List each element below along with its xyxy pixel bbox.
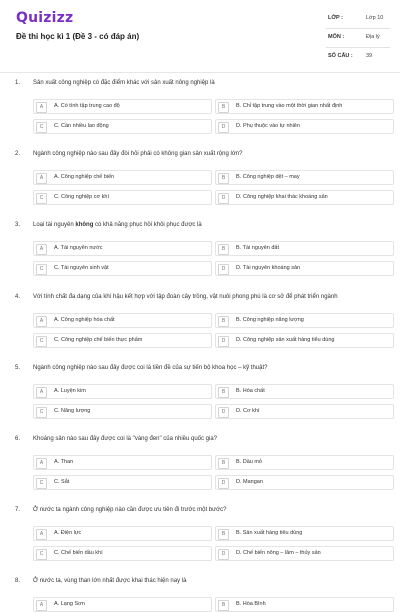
answer-option-c[interactable] — [33, 190, 212, 205]
answer-option-a[interactable] — [33, 241, 212, 256]
question-text-part: có khả năng phục hồi khôi phục được là — [93, 222, 202, 229]
question-text-emphasis: không — [75, 222, 94, 229]
answer-option-a[interactable] — [33, 99, 212, 114]
option-letter-badge: C — [36, 193, 47, 204]
answer-option-c[interactable] — [33, 261, 212, 276]
question-text-part: Sản xuất công nghiệp có đặc điểm khác với sản xuất nông nghiệp là — [33, 80, 215, 86]
option-text: C. Cần nhiều lao động — [54, 123, 109, 129]
question-text — [33, 294, 338, 300]
question-text — [33, 365, 267, 371]
question-text-part: Khoáng sản nào sau đây được coi là "vàng đen" của nhiều quốc gia? — [33, 436, 218, 442]
quizizz-logo[interactable]: Quizizz — [16, 10, 74, 26]
option-letter-badge: B — [218, 458, 229, 469]
meta-class-label: LỚP : — [328, 15, 343, 21]
question-text — [33, 507, 226, 513]
option-letter-badge: C — [36, 549, 47, 560]
question-text — [33, 222, 202, 228]
option-letter-badge: D — [218, 264, 229, 275]
answer-option-b[interactable] — [215, 170, 394, 185]
option-letter-badge: D — [218, 478, 229, 489]
option-letter-badge: C — [36, 407, 47, 418]
answer-option-a[interactable] — [33, 526, 212, 541]
option-letter-badge: D — [218, 549, 229, 560]
answer-option-d[interactable] — [215, 119, 394, 134]
option-text: A. Lạng Sơn — [54, 601, 85, 608]
answer-option-b[interactable] — [215, 241, 394, 256]
option-text: C. Năng lượng — [54, 407, 91, 414]
question-text — [33, 80, 215, 86]
option-letter-badge: C — [36, 264, 47, 275]
option-letter-badge: A — [36, 102, 47, 113]
question-text-part: Ngành công nghiệp nào sau đây đòi hỏi phải có không gian sản xuất rộng lớn? — [33, 151, 243, 158]
option-text: B. Sản xuất hàng tiêu dùng — [236, 530, 303, 537]
answer-option-a[interactable] — [33, 313, 212, 328]
option-text: B. Chỉ tập trung vào một thời gian nhất định — [236, 103, 343, 109]
header-divider — [0, 72, 400, 73]
meta-subject-value: Địa lý — [366, 34, 380, 40]
question-number: 5. — [15, 364, 21, 371]
option-letter-badge: D — [218, 407, 229, 418]
question-text — [33, 151, 242, 157]
question-number: 1. — [15, 80, 21, 86]
option-text: C. Công nghiệp chế biến thực phẩm — [54, 336, 143, 343]
question-text-part: Ở nước ta, vùng than lớn nhất được khai thác hiện nay là — [33, 578, 187, 585]
worksheet-header — [0, 0, 400, 64]
option-letter-badge: B — [218, 102, 229, 113]
answer-option-a[interactable] — [33, 170, 212, 185]
option-text: A. Than — [54, 459, 74, 465]
answer-option-d[interactable] — [215, 333, 394, 348]
option-letter-badge: A — [36, 387, 47, 398]
option-letter-badge: A — [36, 316, 47, 327]
option-letter-badge: B — [218, 244, 229, 255]
answer-option-c[interactable] — [33, 475, 212, 490]
option-letter-badge: C — [36, 336, 47, 347]
option-text: D. Công nghiệp sản xuất hàng tiêu dùng — [236, 336, 335, 343]
option-letter-badge: C — [36, 478, 47, 489]
option-text: C. Chế biến dầu khí — [54, 550, 103, 557]
question-text — [33, 436, 217, 442]
meta-count-row — [326, 48, 390, 66]
option-letter-badge: D — [218, 336, 229, 347]
option-letter-badge: A — [36, 173, 47, 184]
answer-option-d[interactable] — [215, 546, 394, 561]
worksheet-meta — [326, 10, 390, 66]
option-letter-badge: C — [36, 122, 47, 133]
option-text: B. Công nghiệp năng lượng — [236, 316, 304, 323]
option-letter-badge: A — [36, 529, 47, 540]
option-text: D. Chế biến nông – lâm – thủy sản — [236, 550, 321, 557]
question-number: 3. — [15, 222, 21, 229]
meta-count-value: 39 — [366, 53, 373, 59]
option-text: A. Tài nguyên nước — [54, 245, 103, 252]
question-text-part: Loại tài nguyên — [33, 222, 76, 229]
question-number: 6. — [15, 436, 21, 442]
option-letter-badge: B — [218, 173, 229, 184]
option-text: B. Hóa chất — [236, 387, 265, 394]
answer-option-d[interactable] — [215, 261, 394, 276]
answer-option-b[interactable] — [215, 526, 394, 541]
question-number: 4. — [15, 293, 21, 300]
option-text: A. Điện lực — [54, 530, 82, 537]
option-text: B. Tài nguyên đất — [236, 245, 280, 252]
answer-option-b[interactable] — [215, 99, 394, 114]
question-text — [33, 578, 186, 584]
question-text-part: Ngành công nghiệp nào sau đây được coi là tiền đề của sự tiến bộ khoa học – kỹ thuật? — [33, 364, 268, 371]
option-text: A. Công nghiệp hóa chất — [54, 316, 115, 323]
option-letter-badge: B — [218, 529, 229, 540]
meta-class-row — [326, 10, 390, 29]
option-text: B. Hòa Bình — [236, 601, 266, 608]
question-number: 7. — [15, 507, 21, 514]
answer-option-c[interactable] — [33, 404, 212, 419]
option-text: C. Tài nguyên sinh vật — [54, 265, 109, 272]
question-text-part: Với tính chất đa dạng của khí hậu kết hợp với tập đoàn cây trồng, vật nuôi phong phú là cơ sở để phát triển ngành — [33, 293, 338, 300]
question-number: 8. — [15, 578, 21, 585]
option-text: D. Cơ khí — [236, 407, 260, 414]
option-text: B. Công nghiệp dệt – may — [236, 174, 300, 181]
option-text: A. Luyện kim — [54, 387, 86, 394]
meta-subject-row — [326, 29, 390, 48]
option-letter-badge: B — [218, 316, 229, 327]
option-text: D. Mangan — [236, 479, 263, 485]
answer-option-d[interactable] — [215, 404, 394, 419]
meta-subject-label: MÔN : — [328, 34, 345, 40]
answer-option-d[interactable] — [215, 475, 394, 490]
option-text: D. Tài nguyên khoáng sản — [236, 265, 301, 272]
answer-option-a[interactable] — [33, 455, 212, 470]
question-text-part: Ở nước ta ngành công nghiệp nào cần được ưu tiên đi trước một bước? — [33, 507, 227, 514]
option-letter-badge: D — [218, 122, 229, 133]
option-text: A. Có tính tập trung cao độ — [54, 103, 120, 109]
answer-option-d[interactable] — [215, 190, 394, 205]
worksheet-title: Đề thi học kì 1 (Đề 3 - có đáp án) — [16, 32, 140, 41]
option-text: D. Công nghiệp khai thác khoáng sản — [236, 194, 328, 201]
option-letter-badge: B — [218, 600, 229, 611]
answer-option-a[interactable] — [33, 384, 212, 399]
answer-option-c[interactable] — [33, 546, 212, 561]
meta-class-value: Lớp 10 — [366, 15, 384, 21]
option-text: C. Sắt — [54, 479, 70, 485]
answer-option-b[interactable] — [215, 455, 394, 470]
option-text: D. Phụ thuộc vào tự nhiên — [236, 123, 300, 129]
question-number: 2. — [15, 151, 21, 158]
option-text: A. Công nghiệp chế biến — [54, 174, 115, 181]
option-letter-badge: B — [218, 387, 229, 398]
option-text: B. Dầu mỏ — [236, 459, 262, 465]
option-letter-badge: A — [36, 244, 47, 255]
answer-option-b[interactable] — [215, 384, 394, 399]
option-letter-badge: A — [36, 600, 47, 611]
meta-count-label: SỐ CÂU : — [328, 53, 353, 59]
answer-option-c[interactable] — [33, 333, 212, 348]
option-letter-badge: A — [36, 458, 47, 469]
option-text: C. Công nghiệp cơ khí — [54, 194, 109, 201]
answer-option-b[interactable] — [215, 313, 394, 328]
answer-option-c[interactable] — [33, 119, 212, 134]
option-letter-badge: D — [218, 193, 229, 204]
